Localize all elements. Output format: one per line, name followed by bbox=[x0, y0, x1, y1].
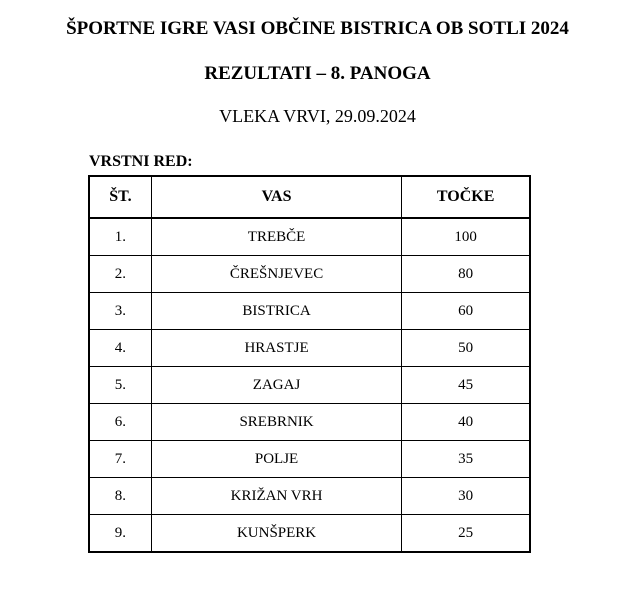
event-location-date: VLEKA VRVI, 29.09.2024 bbox=[219, 106, 416, 126]
points-cell: 45 bbox=[402, 367, 530, 404]
column-header-village: VAS bbox=[151, 177, 401, 219]
rank-cell: 1. bbox=[90, 218, 152, 256]
document-title: ŠPORTNE IGRE VASI OBČINE BISTRICA OB SOTLI 2024 bbox=[66, 18, 569, 39]
column-header-rank: ŠT. bbox=[90, 177, 152, 219]
table-row bbox=[90, 367, 530, 404]
points-cell: 40 bbox=[402, 404, 530, 441]
village-cell: HRASTJE bbox=[151, 330, 401, 367]
table-row bbox=[90, 256, 530, 293]
rank-cell: 6. bbox=[90, 404, 152, 441]
column-header-points: TOČKE bbox=[402, 177, 530, 219]
village-cell: ZAGAJ bbox=[151, 367, 401, 404]
points-cell: 60 bbox=[402, 293, 530, 330]
village-cell: KUNŠPERK bbox=[151, 515, 401, 552]
ranking-label: VRSTNI RED: bbox=[89, 153, 193, 170]
points-cell: 100 bbox=[402, 218, 530, 256]
rank-cell: 5. bbox=[90, 367, 152, 404]
results-table bbox=[89, 176, 530, 552]
points-cell: 30 bbox=[402, 478, 530, 515]
table-row bbox=[90, 293, 530, 330]
points-cell: 80 bbox=[402, 256, 530, 293]
rank-cell: 2. bbox=[90, 256, 152, 293]
points-cell: 35 bbox=[402, 441, 530, 478]
table-row bbox=[90, 218, 530, 256]
document-subtitle: REZULTATI – 8. PANOGA bbox=[204, 63, 431, 84]
points-cell: 50 bbox=[402, 330, 530, 367]
rank-cell: 3. bbox=[90, 293, 152, 330]
rank-cell: 7. bbox=[90, 441, 152, 478]
village-cell: BISTRICA bbox=[151, 293, 401, 330]
village-cell: KRIŽAN VRH bbox=[151, 478, 401, 515]
table-row bbox=[90, 441, 530, 478]
rank-cell: 4. bbox=[90, 330, 152, 367]
table-header-row bbox=[90, 177, 530, 219]
village-cell: TREBČE bbox=[151, 218, 401, 256]
table-row bbox=[90, 515, 530, 552]
table-row bbox=[90, 478, 530, 515]
points-cell: 25 bbox=[402, 515, 530, 552]
rank-cell: 8. bbox=[90, 478, 152, 515]
village-cell: ČREŠNJEVEC bbox=[151, 256, 401, 293]
village-cell: SREBRNIK bbox=[151, 404, 401, 441]
table-row bbox=[90, 330, 530, 367]
table-row bbox=[90, 404, 530, 441]
rank-cell: 9. bbox=[90, 515, 152, 552]
village-cell: POLJE bbox=[151, 441, 401, 478]
